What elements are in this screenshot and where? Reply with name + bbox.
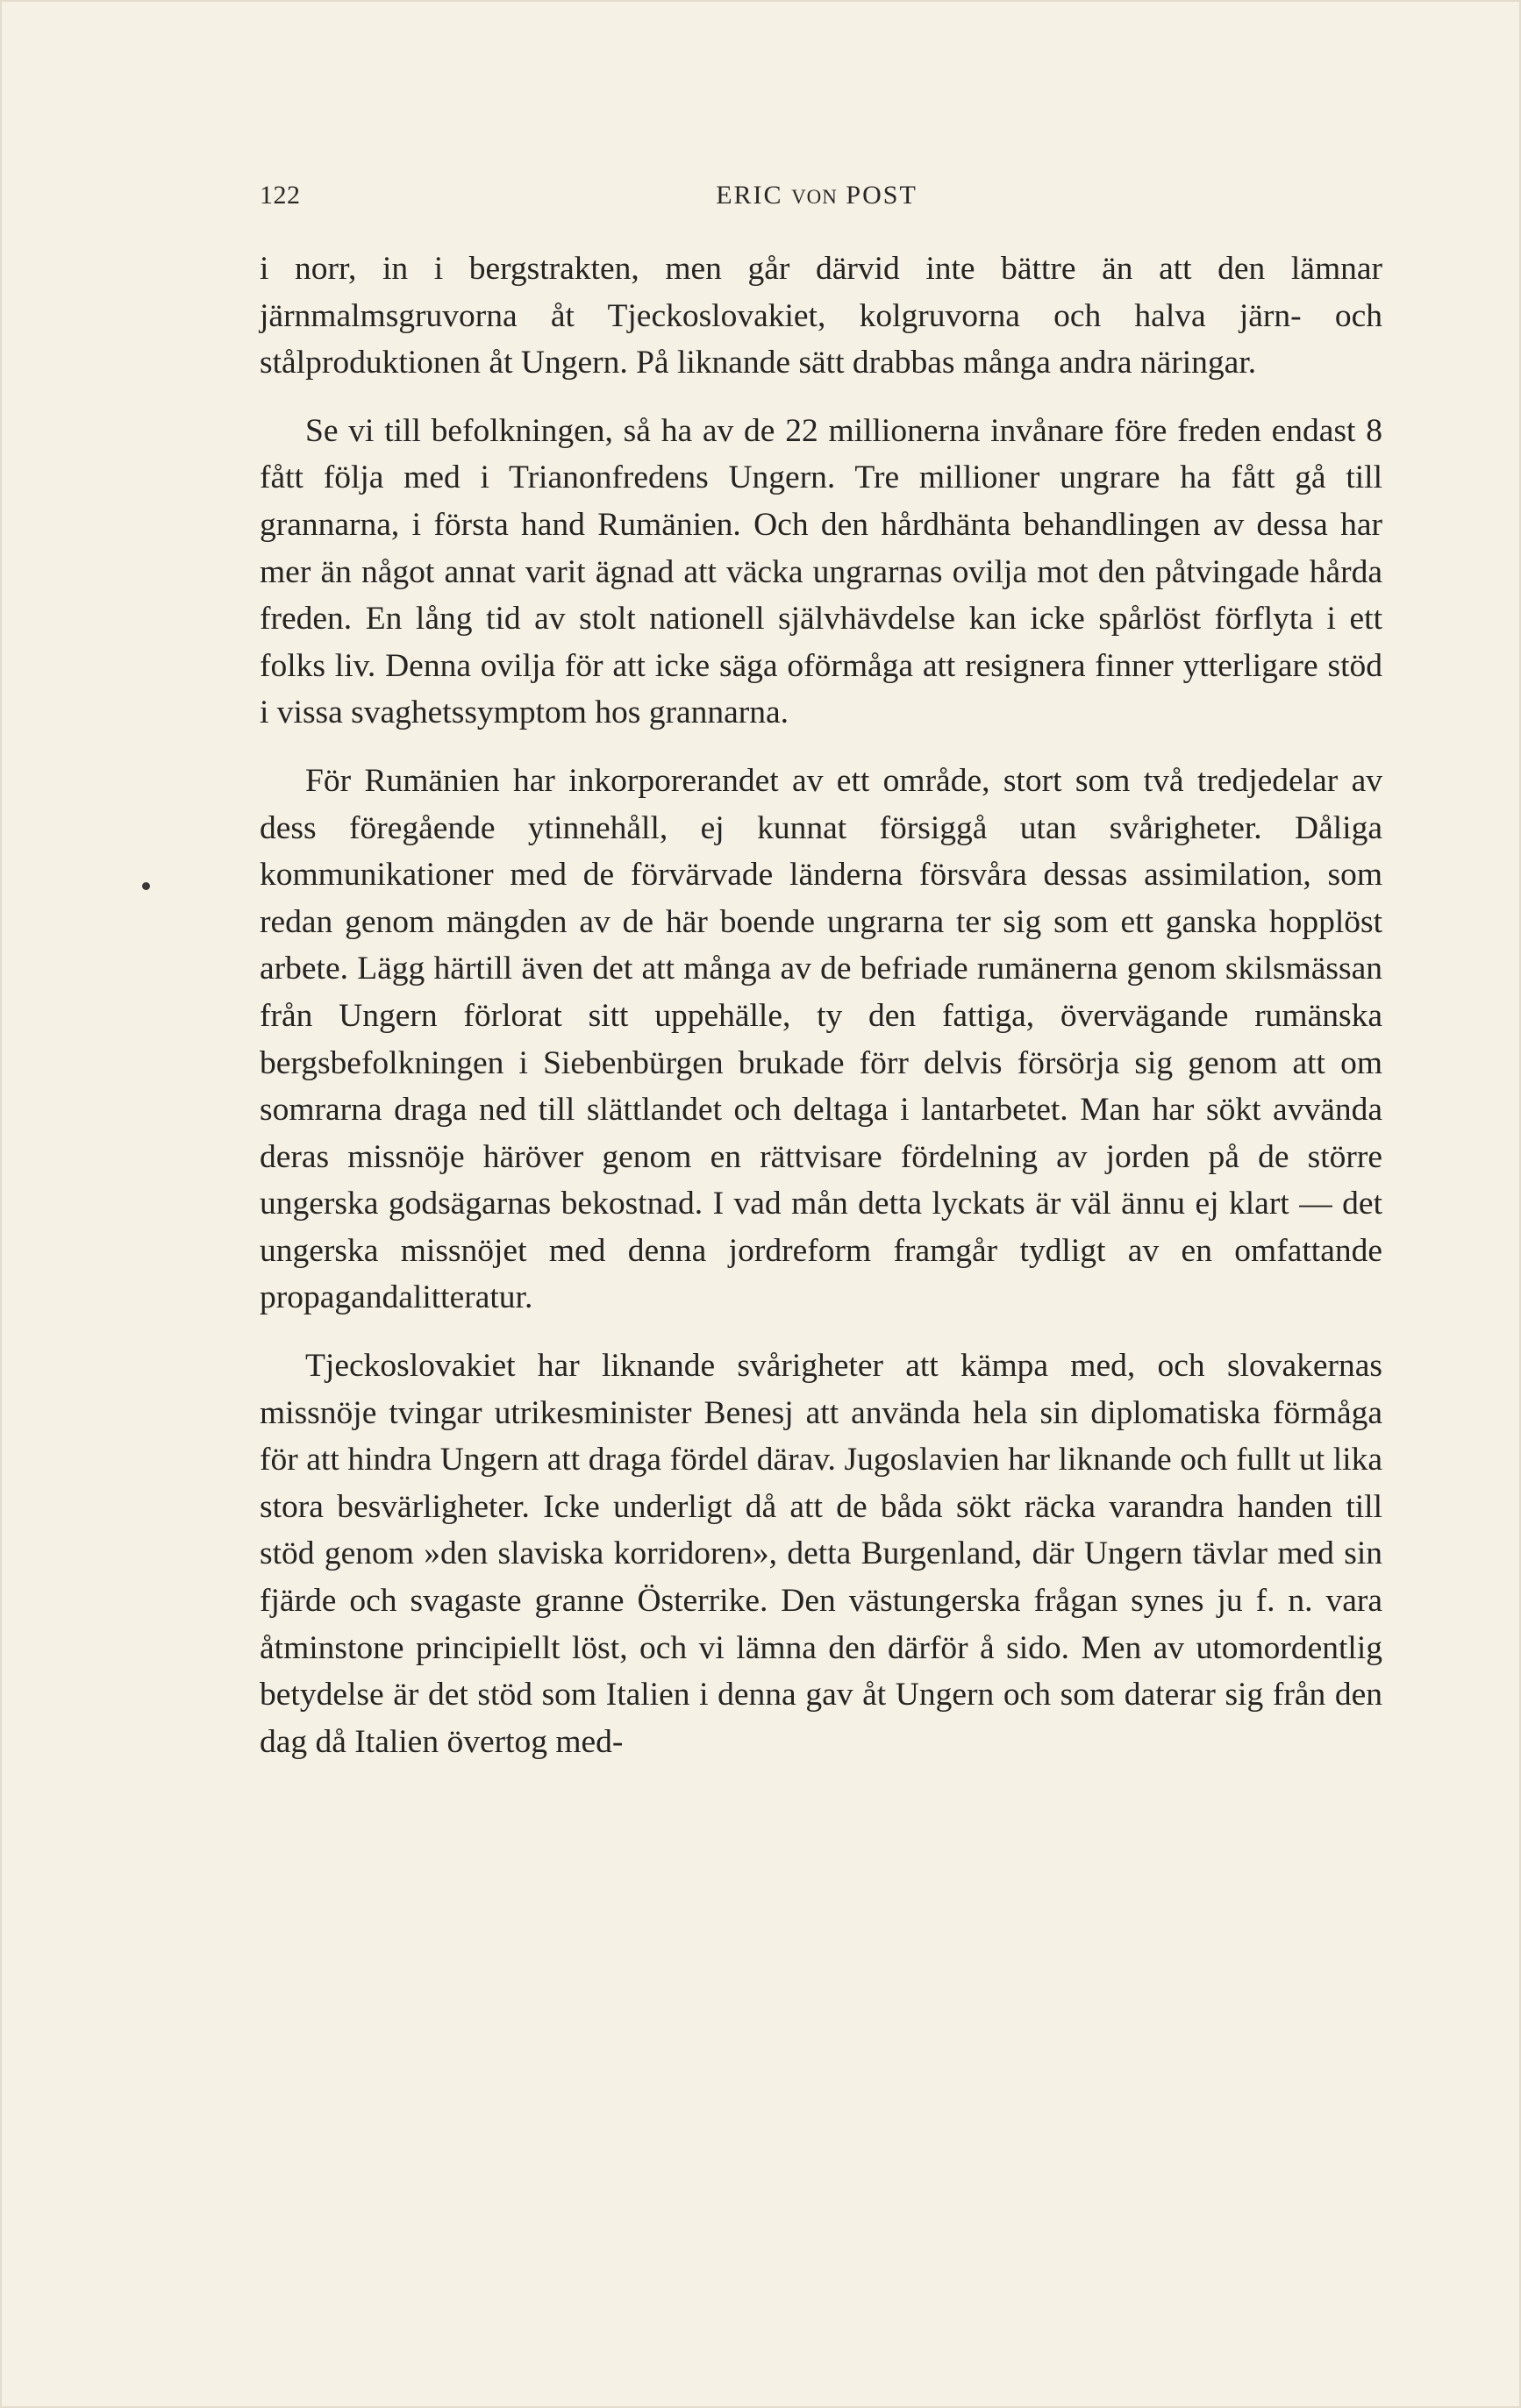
page-number: 122: [260, 181, 301, 210]
running-head-author: [260, 181, 1374, 210]
author-particle: VON: [791, 186, 838, 208]
page-header: [260, 181, 1374, 216]
paragraph-4: Tjeckoslovakiet har liknande svårigheter att kämpa med, och slovakernas missnöje tvingar utrikesminister Benesj att använda hela sin diplomatiska förmåga för att hindra Ungern att draga fördel därav. Jugoslavien har liknande och fullt ut lika stora besvärligheter. Icke underligt då att de båda sökt räcka varandra handen till stöd genom »den slaviska korridoren», detta Burgenland, där Ungern tävlar med sin fjärde och svagaste granne Österrike. Den västungerska frågan synes ju f. n. vara åtminstone principiellt löst, och vi lämna den därför å sido. Men av utomordentlig betydelse är det stöd som Italien i denna gav åt Ungern och som daterar sig från den dag då Italien övertog med-: [260, 1348, 1382, 1760]
paragraph-1: i norr, in i bergstrakten, men går därvid inte bättre än att den lämnar järnmalmsgruvorna åt Tjeckoslovakiet, kolgruvorna och halva järn- och stålproduktionen åt Ungern. På liknande sätt drabbas många andra näringar.: [260, 251, 1382, 381]
ink-speck-mark: [142, 882, 150, 890]
author-last-name: POST: [846, 181, 918, 210]
paragraph-2: Se vi till befolkningen, så ha av de 22 millionerna invånare före freden endast 8 fått följa med i Trianonfredens Ungern. Tre millioner ungrare ha fått gå till grannarna, i första hand Rumänien. Och den hårdhänta behandlingen av dessa har mer än något annat varit ägnad att väcka ungrarnas ovilja mot den påtvingade hårda freden. En lång tid av stolt nationell självhävdelse kan icke spårlöst förflyta i ett folks liv. Denna ovilja för att icke säga oförmåga att resignera finner ytterligare stöd i vissa svaghetssymptom hos grannarna.: [260, 412, 1382, 731]
paragraph-3: För Rumänien har inkorporerandet av ett område, stort som två tredjedelar av dess föregående ytinnehåll, ej kunnat försiggå utan svårigheter. Dåliga kommunikationer med de förvärvade länderna försvåra dessas assimilation, som redan genom mängden av de här boende ungrarna ter sig som ett ganska hopplöst arbete. Lägg härtill även det att många av de befriade rumänerna genom skilsmässan från Ungern förlorat sitt uppehälle, ty den fattiga, övervägande rumänska bergsbefolkningen i Siebenbürgen brukade förr delvis försörja sig genom att om somrarna draga ned till slättlandet och deltaga i lantarbetet. Man har sökt avvända deras missnöje häröver genom en rättvisare fördelning av jorden på de större ungerska godsägarnas bekostnad. I vad mån detta lyckats är väl ännu ej klart — det ungerska missnöjet med denna jordreform framgår tydligt av en omfattande propagandalitteratur.: [260, 762, 1382, 1316]
author-first-name: ERIC: [716, 181, 783, 210]
body-text: [260, 246, 1382, 1765]
